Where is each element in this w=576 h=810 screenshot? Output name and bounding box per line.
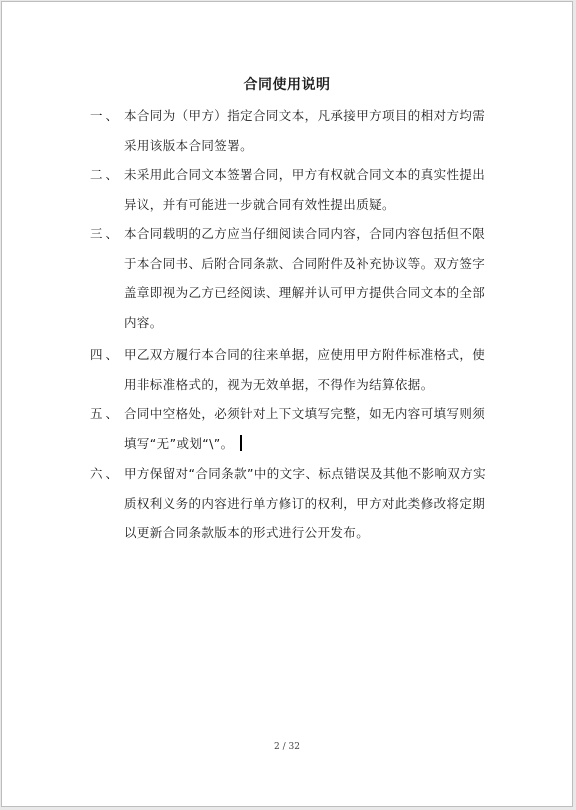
clause-text: 本合同载明的乙方应当仔细阅读合同内容，合同内容包括但不限于本合同书、后附合同条款、合同附件及补充协议等。双方签字盖章即视为乙方已经阅读、理解并认可甲方提供合同文本的全部内容。 — [124, 226, 486, 330]
clause-number: 五、 — [90, 406, 122, 421]
clause-number: 二、 — [90, 167, 122, 182]
clause-number: 四、 — [90, 347, 122, 362]
clause-number: 三、 — [90, 226, 122, 241]
clause-text: 甲乙双方履行本合同的往来单据，应使用甲方附件标准格式，使用非标准格式的，视为无效单据，不得作为结算依据。 — [124, 347, 486, 392]
clause-text: 合同中空格处，必须针对上下文填写完整，如无内容可填写则须填写“无”或划“\”。 — [124, 406, 486, 451]
clause-text: 未采用此合同文本签署合同，甲方有权就合同文本的真实性提出异议，并有可能进一步就合同有效性提出质疑。 — [124, 167, 486, 212]
document-title: 合同使用说明 — [243, 77, 331, 93]
clause-text: 甲方保留对“合同条款”中的文字、标点错误及其他不影响双方实质权利义务的内容进行单方修订的权利，甲方对此类修改将定期以更新合同条款版本的形式进行公开发布。 — [124, 466, 487, 540]
clause-text-wrap — [124, 399, 490, 458]
clause-number: 六、 — [90, 466, 122, 481]
clause-text: 本合同为（甲方）指定合同文本，凡承接甲方项目的相对方均需采用该版本合同签署。 — [124, 108, 486, 153]
text-cursor — [240, 435, 242, 451]
page-number: 2 / 32 — [274, 742, 300, 752]
document-page — [1, 1, 573, 807]
clause-number: 一、 — [90, 108, 122, 123]
